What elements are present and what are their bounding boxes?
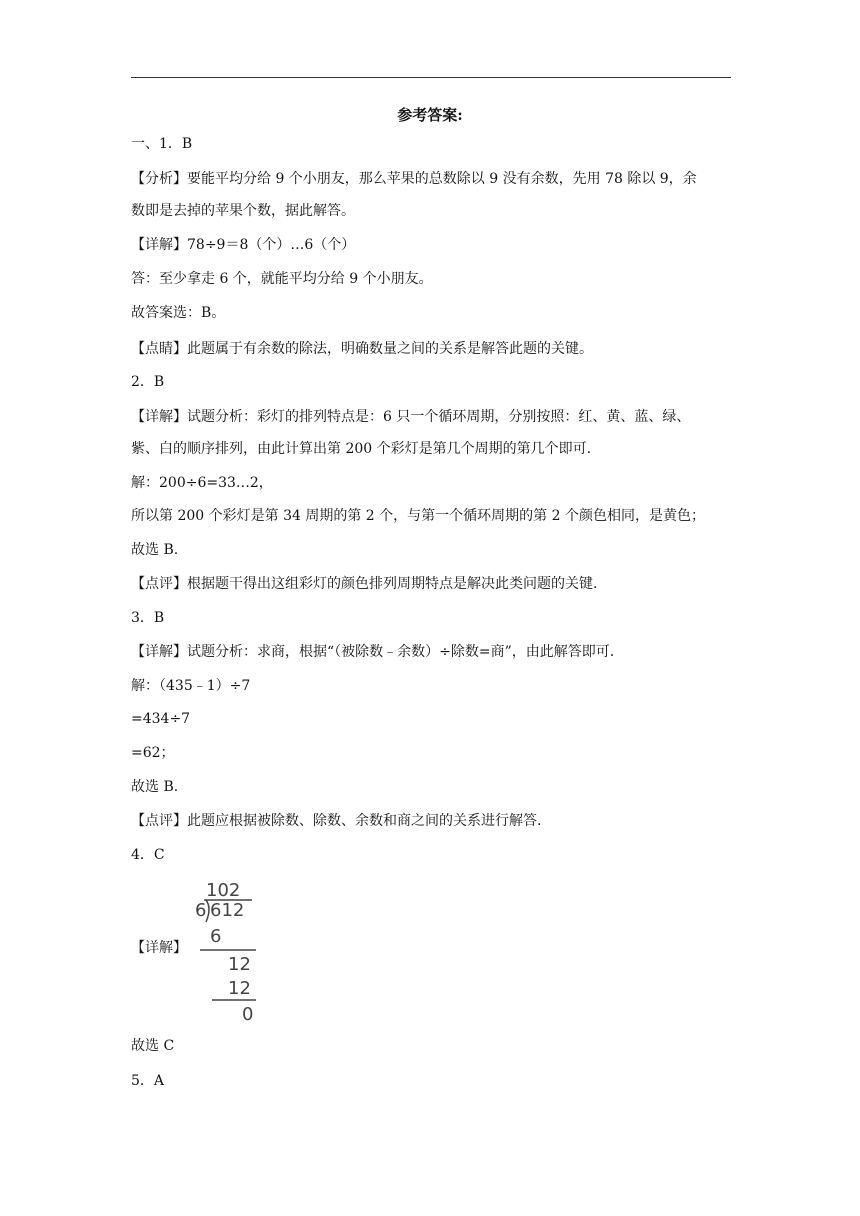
text-line: 故选 C [131,1038,175,1054]
text-line: 故选 B. [131,542,179,558]
text-line: 所以第 200 个彩灯是第 34 周期的第 2 个，与第一个循环周期的第 2 个颜色相同，是黄色； [131,508,705,524]
text-line: 答：至少拿走 6 个，就能平均分给 9 个小朋友。 [131,271,433,287]
text-line: =62； [131,745,175,761]
text-line: 【点评】此题应根据被除数、除数、余数和商之间的关系进行解答. [131,813,542,829]
text-line: 5．A [131,1073,165,1089]
page-title: 参考答案: [397,106,463,124]
text-line: 4．C [131,847,165,863]
text-line: 数即是去掉的苹果个数，据此解答。 [131,203,355,219]
long-division-divisor: 6 [195,900,207,921]
text-line: 2．B [131,374,165,390]
text-line: 紫、白的顺序排列，由此计算出第 200 个彩灯是第几个周期的第几个即可. [131,441,592,457]
text-line: 【详解】78÷9＝8（个）…6（个） [131,237,356,253]
text-line: 一、1．B [131,136,193,152]
text-line: 解：200÷6=33…2， [131,475,273,491]
long-division-dividend: 612 [210,900,245,921]
text-line: 【点评】根据题干得出这组彩灯的颜色排列周期特点是解决此类问题的关键. [131,576,598,592]
q4-detail-label: 【详解】 [131,940,187,956]
text-line: =434÷7 [131,711,191,727]
long-division-quotient: 102 [206,880,241,901]
long-division-step1: 6 [210,926,222,947]
long-division-remainder: 0 [242,1004,254,1024]
text-line: 解：（435﹣1）÷7 [131,678,251,694]
text-line: 故选 B. [131,779,179,795]
header-rule [131,77,731,78]
long-division-figure [192,878,272,1028]
text-line: 【详解】试题分析：彩灯的排列特点是：6 只一个循环周期，分别按照：红、黄、蓝、绿、 [131,409,691,425]
text-line: 故答案选：B。 [131,305,226,321]
text-line: 3．B [131,610,165,626]
text-line: 【点睛】此题属于有余数的除法，明确数量之间的关系是解答此题的关键。 [131,341,593,357]
text-line: 【分析】要能平均分给 9 个小朋友，那么苹果的总数除以 9 没有余数，先用 78 除以 9，余 [131,171,697,187]
long-division-step3: 12 [228,978,251,999]
text-line: 【详解】试题分析：求商，根据“（被除数﹣余数）÷除数=商”，由此解答即可. [131,644,615,660]
long-division-step2: 12 [228,954,251,975]
